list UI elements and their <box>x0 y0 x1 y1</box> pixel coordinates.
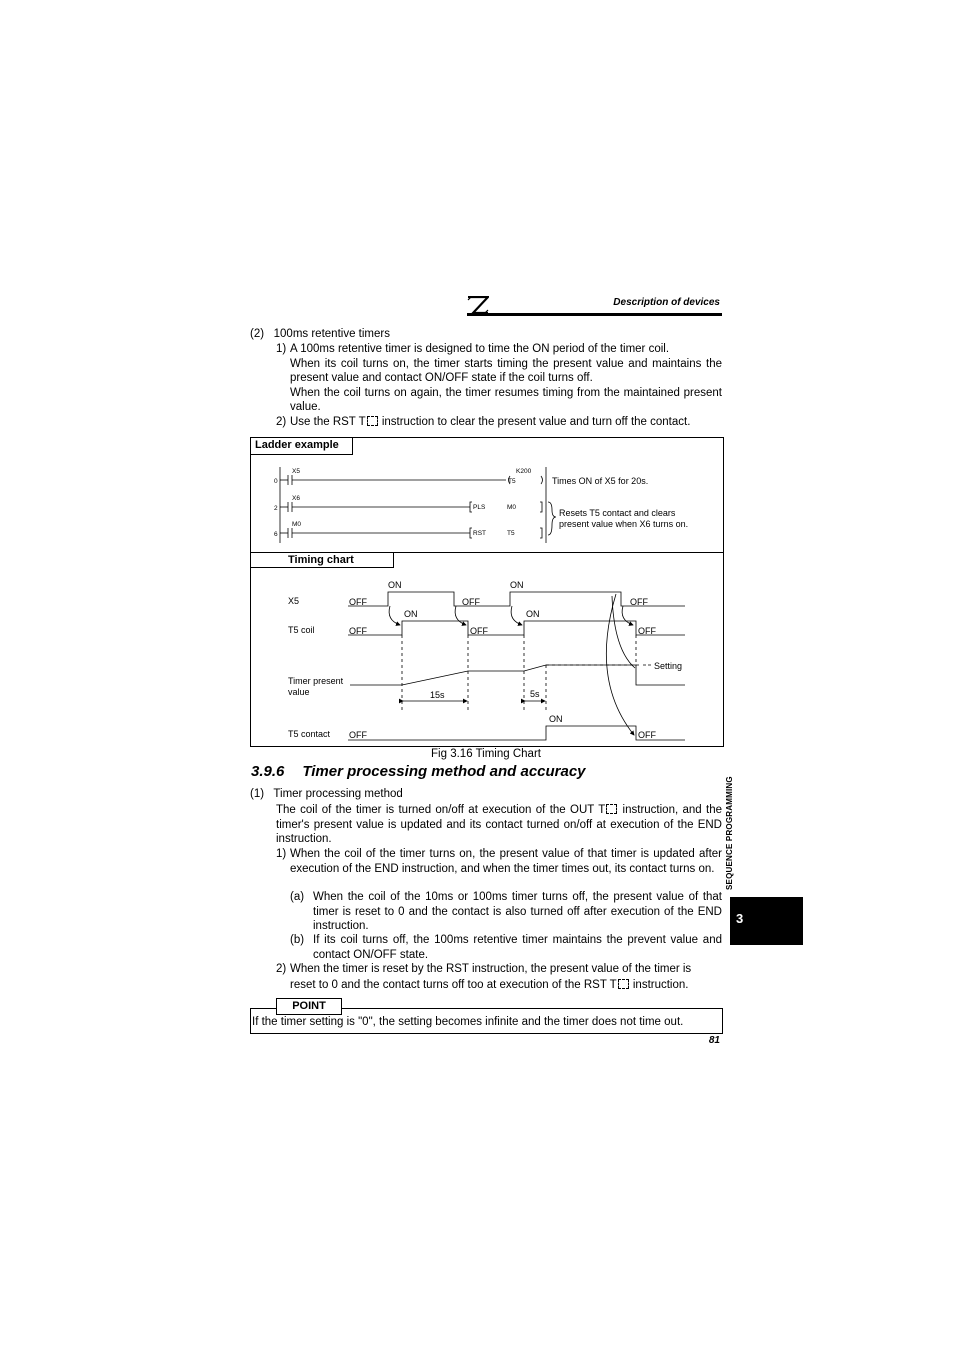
ladder-note2-line1: Resets T5 contact and clears <box>559 508 676 518</box>
tc-x5-on1: ON <box>388 580 402 590</box>
ladder-diagram <box>250 455 722 552</box>
ladder-t5-coil: T5 <box>508 478 516 485</box>
ladder-x5: X5 <box>292 468 300 475</box>
ladder-x6: X6 <box>292 495 300 502</box>
ladder-label: Ladder example <box>250 437 353 455</box>
tc-setting: Setting <box>654 661 683 671</box>
tc-coil-off1: OFF <box>349 626 367 636</box>
i2-num: 2) <box>276 963 287 975</box>
a-num: (a) <box>290 891 305 903</box>
tc-coil-on1: ON <box>404 609 418 619</box>
header-rule <box>467 313 722 316</box>
b-text: If its coil turns off, the 100ms retentive timer maintains the prevent value and contact ON/OFF state. <box>313 934 722 961</box>
item1-text: A 100ms retentive timer is designed to time the ON period of the timer coil. When its coil turns on, the timer starts timing the present value and maintains the present value and contact ON/OFF state if the coil turns off. When the coil turns on again, the timer resumes timing from the maintained present value. <box>290 343 722 413</box>
tc-5s: 5s <box>530 689 540 699</box>
tc-15s: 15s <box>430 690 445 700</box>
tc-contact-off2: OFF <box>638 730 656 740</box>
tc-tpv-label2: value <box>288 687 310 697</box>
ladder-step6: 6 <box>274 531 278 538</box>
ladder-step2: 2 <box>274 505 278 512</box>
item2-num: 2) <box>276 416 287 428</box>
ladder-k200: K200 <box>516 468 532 475</box>
maker-logo-icon <box>467 296 489 314</box>
ladder-m0-operand: M0 <box>507 504 517 511</box>
tc-t5coil-label: T5 coil <box>288 625 315 635</box>
section-title: 3.9.6 Timer processing method and accuracy <box>251 763 586 780</box>
i1-text: When the coil of the timer turns on, the present value of that timer is updated after execution of the END instruction, and when the timer times out, its contact turns on. <box>290 848 722 875</box>
item2-text: Use the RST T instruction to clear the present value and turn off the contact. <box>290 416 691 428</box>
item1-num: 1) <box>276 343 287 355</box>
sub1-heading: (1) Timer processing method <box>250 788 403 800</box>
chapter-number: 3 <box>736 911 744 926</box>
tc-coil-off3: OFF <box>638 626 656 636</box>
page-number: 81 <box>708 1035 720 1046</box>
tc-contact-off1: OFF <box>349 730 367 740</box>
point-text: If the timer setting is "0", the setting becomes infinite and the timer does not time out. <box>252 1016 684 1028</box>
header-title: Description of devices <box>613 297 720 308</box>
section2-heading: (2) 100ms retentive timers <box>250 328 390 340</box>
tc-x5-on2: ON <box>510 580 524 590</box>
point-label: POINT <box>276 998 342 1015</box>
tc-x5-off1: OFF <box>349 597 367 607</box>
sub1-intro: The coil of the timer is turned on/off at execution of the OUT T instruction, and the timer's present value is updated and its contact turned on/off at execution of the END instruction. <box>276 804 722 845</box>
ladder-rst: RST <box>473 530 486 537</box>
tc-coil-off2: OFF <box>470 626 488 636</box>
figure-caption: Fig 3.16 Timing Chart <box>431 748 541 760</box>
ladder-step0: 0 <box>274 478 278 485</box>
side-vertical-label: SEQUENCE PROGRAMMING <box>725 776 734 890</box>
tc-x5-off2: OFF <box>462 597 480 607</box>
a-text: When the coil of the 10ms or 100ms timer turns off, the present value of that timer is reset to 0 and the contact is also turned off after execution of the END instruction. <box>313 891 722 932</box>
i1-num: 1) <box>276 848 287 860</box>
device-number-icon <box>606 804 617 814</box>
tc-contact-on: ON <box>549 714 563 724</box>
tc-x5-off3: OFF <box>630 597 648 607</box>
ladder-m0: M0 <box>292 521 302 528</box>
timing-label: Timing chart <box>250 552 394 568</box>
timing-chart <box>250 570 722 745</box>
device-number-icon <box>618 979 629 989</box>
device-number-icon <box>367 416 378 426</box>
i2-line2: reset to 0 and the contact turns off too at execution of the RST T instruction. <box>290 979 689 991</box>
tc-x5-label: X5 <box>288 596 300 606</box>
b-num: (b) <box>290 934 305 946</box>
i2-line1: When the timer is reset by the RST instruction, the present value of the timer is <box>290 963 692 975</box>
tc-coil-on2: ON <box>526 609 540 619</box>
tc-t5contact-label: T5 contact <box>288 729 331 739</box>
ladder-t5-operand: T5 <box>507 530 515 537</box>
tc-tpv-label1: Timer present <box>288 676 344 686</box>
ladder-note1: Times ON of X5 for 20s. <box>552 476 649 486</box>
ladder-note2-line2: present value when X6 turns on. <box>559 519 689 529</box>
chapter-tab[interactable] <box>730 897 803 945</box>
ladder-pls: PLS <box>473 504 486 511</box>
